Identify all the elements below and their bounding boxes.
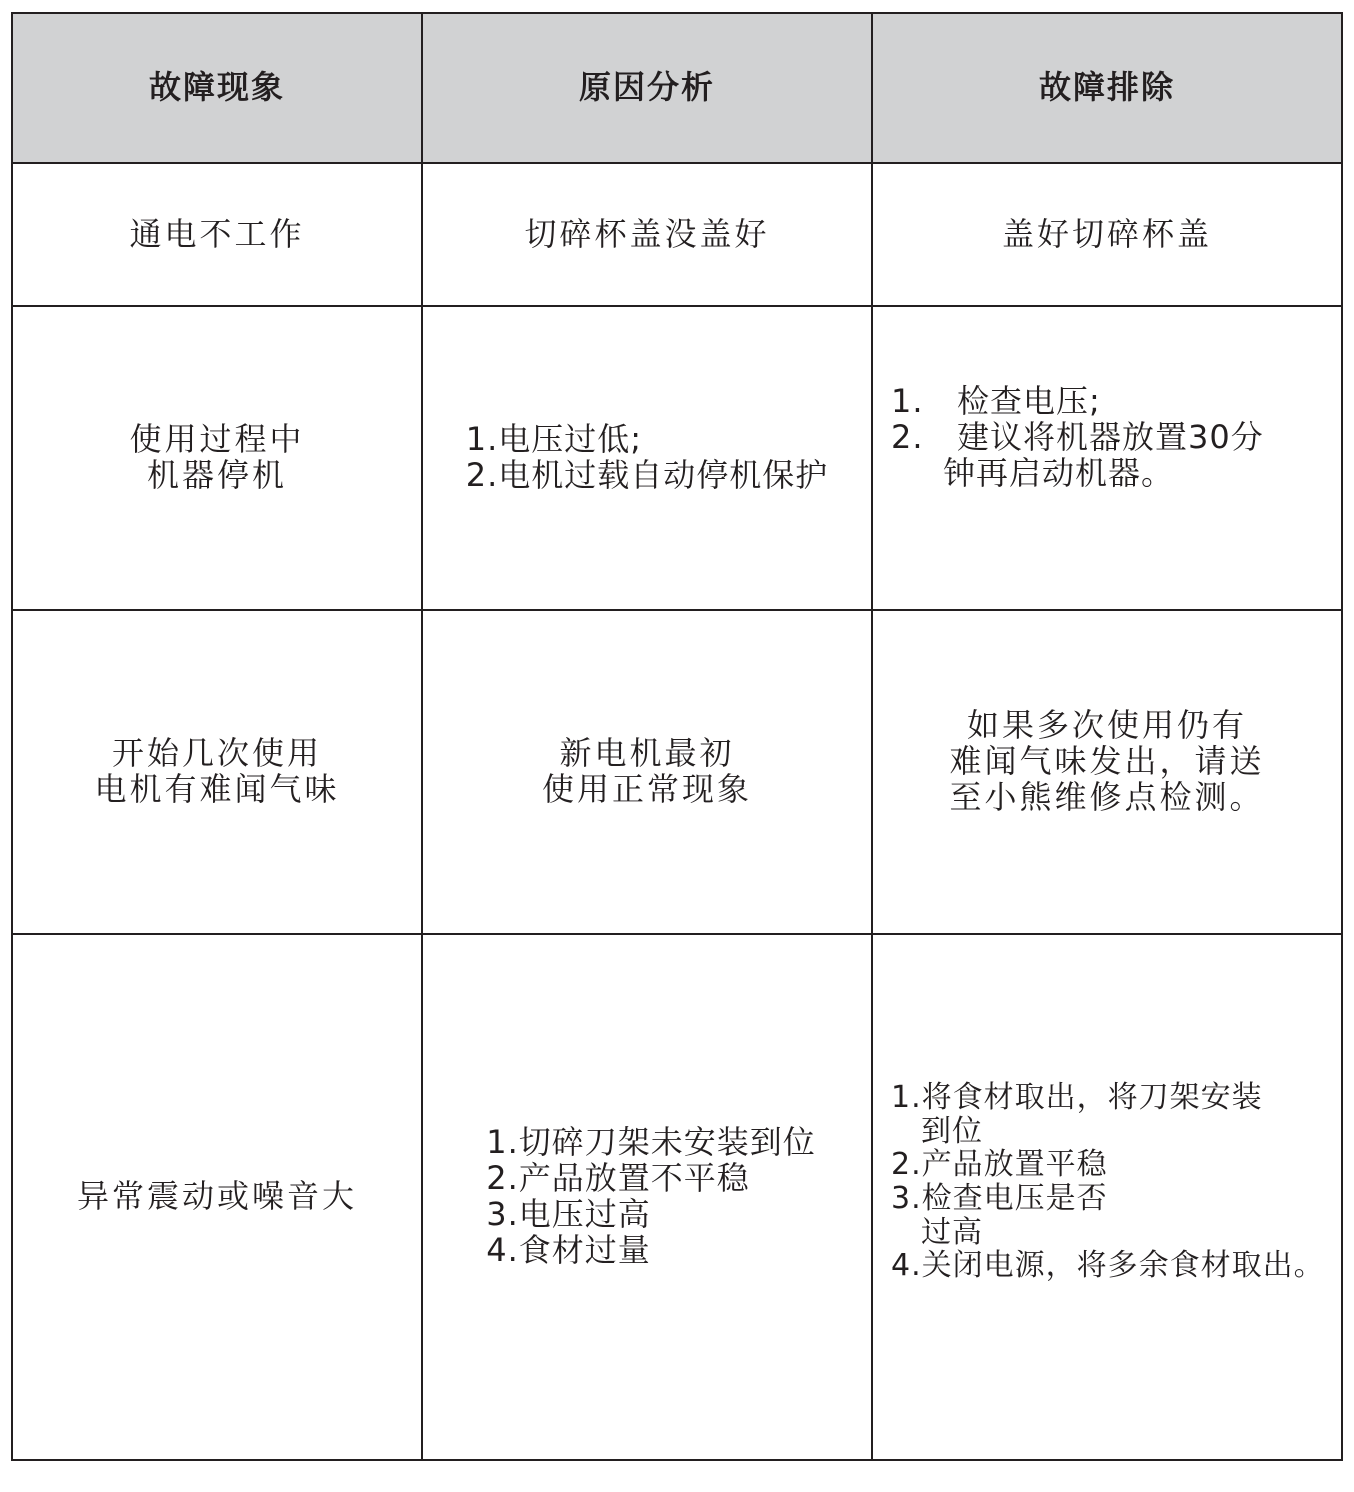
table-row xyxy=(12,934,1342,1460)
solution-line: 难闻气味发出，请送 xyxy=(949,742,1265,781)
solution-line: 如果多次使用仍有 xyxy=(966,706,1247,745)
solution-cell xyxy=(872,306,1342,610)
solution-line: 过高 xyxy=(921,1214,983,1250)
cause-line: 4.食材过量 xyxy=(486,1230,651,1269)
table-row xyxy=(12,610,1342,934)
symptom-cell xyxy=(12,163,422,306)
solution-line: 1. 检查电压; xyxy=(891,382,1101,421)
solution-line: 至小熊维修点检测。 xyxy=(949,777,1265,816)
cause-line: 2.电机过载自动停机保护 xyxy=(465,456,829,494)
symptom-cell xyxy=(12,934,422,1460)
solution-line: 钟再启动机器。 xyxy=(943,453,1175,492)
cause-list xyxy=(466,422,829,494)
cause-cell xyxy=(422,306,872,610)
solution-line: 到位 xyxy=(921,1113,983,1149)
symptom-text: 异常震动或噪音大 xyxy=(76,1177,357,1216)
cause-line: 使用正常现象 xyxy=(541,770,752,808)
header-symptom: 故障现象 xyxy=(12,13,422,163)
solution-list xyxy=(873,708,1341,815)
symptom-line: 机器停机 xyxy=(146,456,287,494)
solution-line: 2. 建议将机器放置30分 xyxy=(891,418,1264,457)
symptom-line: 使用过程中 xyxy=(129,420,305,459)
header-cause: 原因分析 xyxy=(422,13,872,163)
solution-list xyxy=(891,1081,1341,1283)
solution-cell xyxy=(872,163,1342,306)
symptom-cell xyxy=(12,306,422,610)
symptom-cell xyxy=(12,610,422,934)
cause-cell xyxy=(422,610,872,934)
solution-text: 盖好切碎杯盖 xyxy=(1001,214,1212,253)
cause-line: 新电机最初 xyxy=(559,734,735,773)
solution-line: 4.关闭电源，将多余食材取出。 xyxy=(891,1248,1325,1284)
troubleshooting-table xyxy=(11,12,1343,1461)
solution-line: 2.产品放置平稳 xyxy=(891,1147,1108,1183)
symptom-line: 电机有难闻气味 xyxy=(94,770,340,808)
symptom-line: 开始几次使用 xyxy=(111,734,322,773)
table-row xyxy=(12,163,1342,306)
troubleshooting-table-wrapper xyxy=(11,12,1343,1461)
cause-line: 1.电压过低; xyxy=(465,420,643,459)
solution-cell xyxy=(872,934,1342,1460)
table-header-row xyxy=(12,13,1342,163)
table-row xyxy=(12,306,1342,610)
cause-text: 切碎杯盖没盖好 xyxy=(524,214,770,253)
solution-line: 1.将食材取出，将刀架安装 xyxy=(891,1080,1263,1116)
solution-list xyxy=(891,384,1341,491)
solution-line: 3.检查电压是否 xyxy=(891,1181,1108,1216)
cause-list xyxy=(486,1125,816,1268)
cause-cell xyxy=(422,163,872,306)
header-solution: 故障排除 xyxy=(872,13,1342,163)
cause-line: 1.切碎刀架未安装到位 xyxy=(486,1123,816,1162)
cause-line: 3.电压过高 xyxy=(486,1195,651,1233)
cause-cell xyxy=(422,934,872,1460)
symptom-text: 通电不工作 xyxy=(129,214,305,253)
cause-line: 2.产品放置不平稳 xyxy=(486,1159,750,1198)
solution-cell xyxy=(872,610,1342,934)
